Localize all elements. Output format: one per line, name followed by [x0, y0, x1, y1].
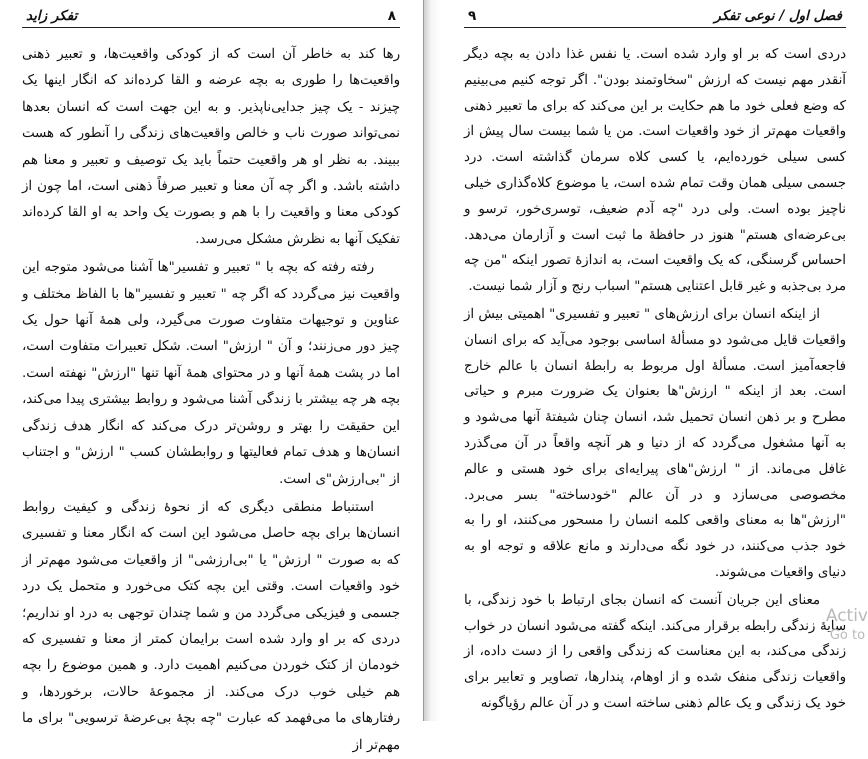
- right-paragraph-2: [464, 302, 846, 586]
- right-header-title: فصل اول / نوعی تفکر: [714, 8, 842, 24]
- paragraph-text: رفته رفته که بچه با " تعبیر و تفسیر"ها آشنا می‌شود متوجه این واقعیت نیز می‌گردد که اگر چه " تعبیر و تفسیر"ها با الفاظ مختلف و عناوین و توجیهات متفاوت صورت می‌گیرد، ولی همهٔ آنها حول یک چیز دور می‌زنند؛ و آن " ارزش" است. شکل تعبیرات متفاوت است، اما در پشت همهٔ آنها و در محتوای همهٔ آنها تنها "ارزش" نهفته است. بچه هر چه بیشتر با زندگی آشنا می‌شود و روابط بیشتری پیدا می‌کند، این حقیقت را بهتر و روشن‌تر درک می‌کند که انگار هدف زندگی انسان‌ها و هدف تمام فعالیتها و روابطشان کسب " ارزش" و اجتناب از "بی‌ارزش"ی است.: [22, 260, 400, 487]
- activation-watermark: [826, 606, 868, 646]
- right-paragraph-1: [464, 42, 846, 300]
- watermark-line-1: Activ: [825, 606, 868, 626]
- right-page-number: ۹: [468, 8, 477, 24]
- paragraph-text: رها کند به خاطر آن است که از کودکی واقعیت‌ها، و تعبیر ذهنی واقعیت‌ها را طوری به بچه عرضه و القا کرده‌اند که انگار اینها یک چیزند - یک چیز جدایی‌ناپذیر. و به این جهت است که انسان بعدها نمی‌تواند صورت ناب و خالص واقعیت‌های زندگی را آنطور که هست ببیند. به نظر او هر واقعیت حتماً باید یک توصیف و تعبیر و معنا هم داشته باشد. و اگر چه آن معنا و تعبیر صرفاً ذهنی است، اما چون از کودکی معنا و واقعیت را با هم و بصورت یک واحد به او القا کرده‌اند تفکیک آنها به نظرش مشکل می‌رسد.: [22, 47, 400, 247]
- paragraph-text: معنای این جریان آنست که انسان بجای ارتباط با خود زندگی، با سایهٔ زندگی رابطه برقرار می‌کند. اینکه گفته می‌شود انسان در خواب زندگی می‌کند، به این معناست که زندگی واقعی را از دست داده، از واقعیات زندگی منفک شده و از اوهام، پندارها، تصاویر و تعابیر برای خود یک زندگی و یک عالم ذهنی ساخته است و در آن عالم رؤیاگونه: [464, 592, 846, 711]
- left-page: [0, 0, 424, 753]
- paragraph-text: استنباط منطقی دیگری که از نحوهٔ زندگی و کیفیت روابط انسان‌ها برای بچه حاصل می‌شود این است که انگار معنا و تفسیری که به صورت " ارزش" یا "بی‌ارزشی" از واقعیات می‌شود مهم‌تر از خود واقعیات است. وقتی این بچه کتک می‌خورد و متحمل یک درد جسمی و فیزیکی می‌گردد من و شما چندان توجهی به درد او نداریم؛ دردی که بر او وارد شده است برایمان کمتر از معنا و تفسیری که خودمان از کتک خوردن می‌کنیم اهمیت دارد. و همین موضوع را بچه هم خیلی خوب درک می‌کند. از مجموعهٔ حالات، برخوردها، و رفتارهای ما می‌فهمد که عبارت "چه بچهٔ بی‌عرضهٔ ترسویی" برای ما مهم‌تر از: [22, 499, 400, 753]
- watermark-line-2: Go to: [829, 628, 866, 643]
- left-paragraph-3: [22, 495, 400, 759]
- left-paragraph-2: [22, 255, 400, 493]
- left-page-header: [22, 8, 400, 28]
- left-page-number: ۸: [387, 8, 396, 24]
- paragraph-text: از اینکه انسان برای ارزش‌های " تعبیر و تفسیری" اهمیتی بیش از واقعیات قایل می‌شود دو مسألهٔ اساسی بوجود می‌آید که برای انسان فاجعه‌آمیز است. مسألهٔ اول مربوط به رابطهٔ انسان با عالم خارج است. بعد از اینکه " ارزش"ها بعنوان یک ضرورت مبرم و حیاتی مطرح و بر ذهن انسان تحمیل شد، انسان چنان شیفتهٔ آنها می‌شود و به آنها مشغول می‌گردد که از دنیا و هر آنچه واقعاً در آن می‌گذرد غافل می‌ماند. از " ارزش"های پیرایه‌ای برای خود هستی و عالم مخصوصی می‌سازد و در آن عالم "خودساخته" بسر می‌برد. "ارزش"ها به معنای واقعی کلمه انسان را مسحور می‌کنند، او را به خود جذب می‌کنند، در خود نگه می‌دارند و مانع علاقه و توجه او به دنیای واقعیات می‌شوند.: [464, 306, 846, 580]
- right-page: [424, 0, 868, 721]
- left-paragraph-1: [22, 42, 400, 253]
- paragraph-text: دردی است که بر او وارد شده است. یا نفس غذا دادن به بچه دیگر آنقدر مهم نیست که ارزش "سخاوتمند بودن". اگر توجه کنیم می‌بینیم که وضع فعلی خود ما هم حکایت بر این می‌کند که برای ما تعبیر ذهنی واقعیات مهم‌تر از خود واقعیات است. من یا شما بیست سال پیش از کسی سیلی خورده‌ایم، یا کسی کلاه سرمان گذاشته است. درد جسمی سیلی همان وقت تمام شده است، یا موضوع کلاه‌گذاری خیلی ناچیز بوده است. ولی درد "چه آدم ضعیف، توسری‌خور، ترسو و بی‌عرضه‌ای هستم" هنوز در حافظهٔ ما ثبت است و آزارمان می‌دهد. احساس گرسنگی، که یک واقعیت است، به اندازهٔ تصور اینکه "من چه مرد بی‌جذبه و غیر قابل اعتنایی هستم" اسباب رنج و آزار شما نیست.: [464, 47, 846, 295]
- right-paragraph-3: [464, 588, 846, 717]
- left-header-title: تفکر زاید: [26, 8, 78, 24]
- right-page-header: [464, 8, 846, 28]
